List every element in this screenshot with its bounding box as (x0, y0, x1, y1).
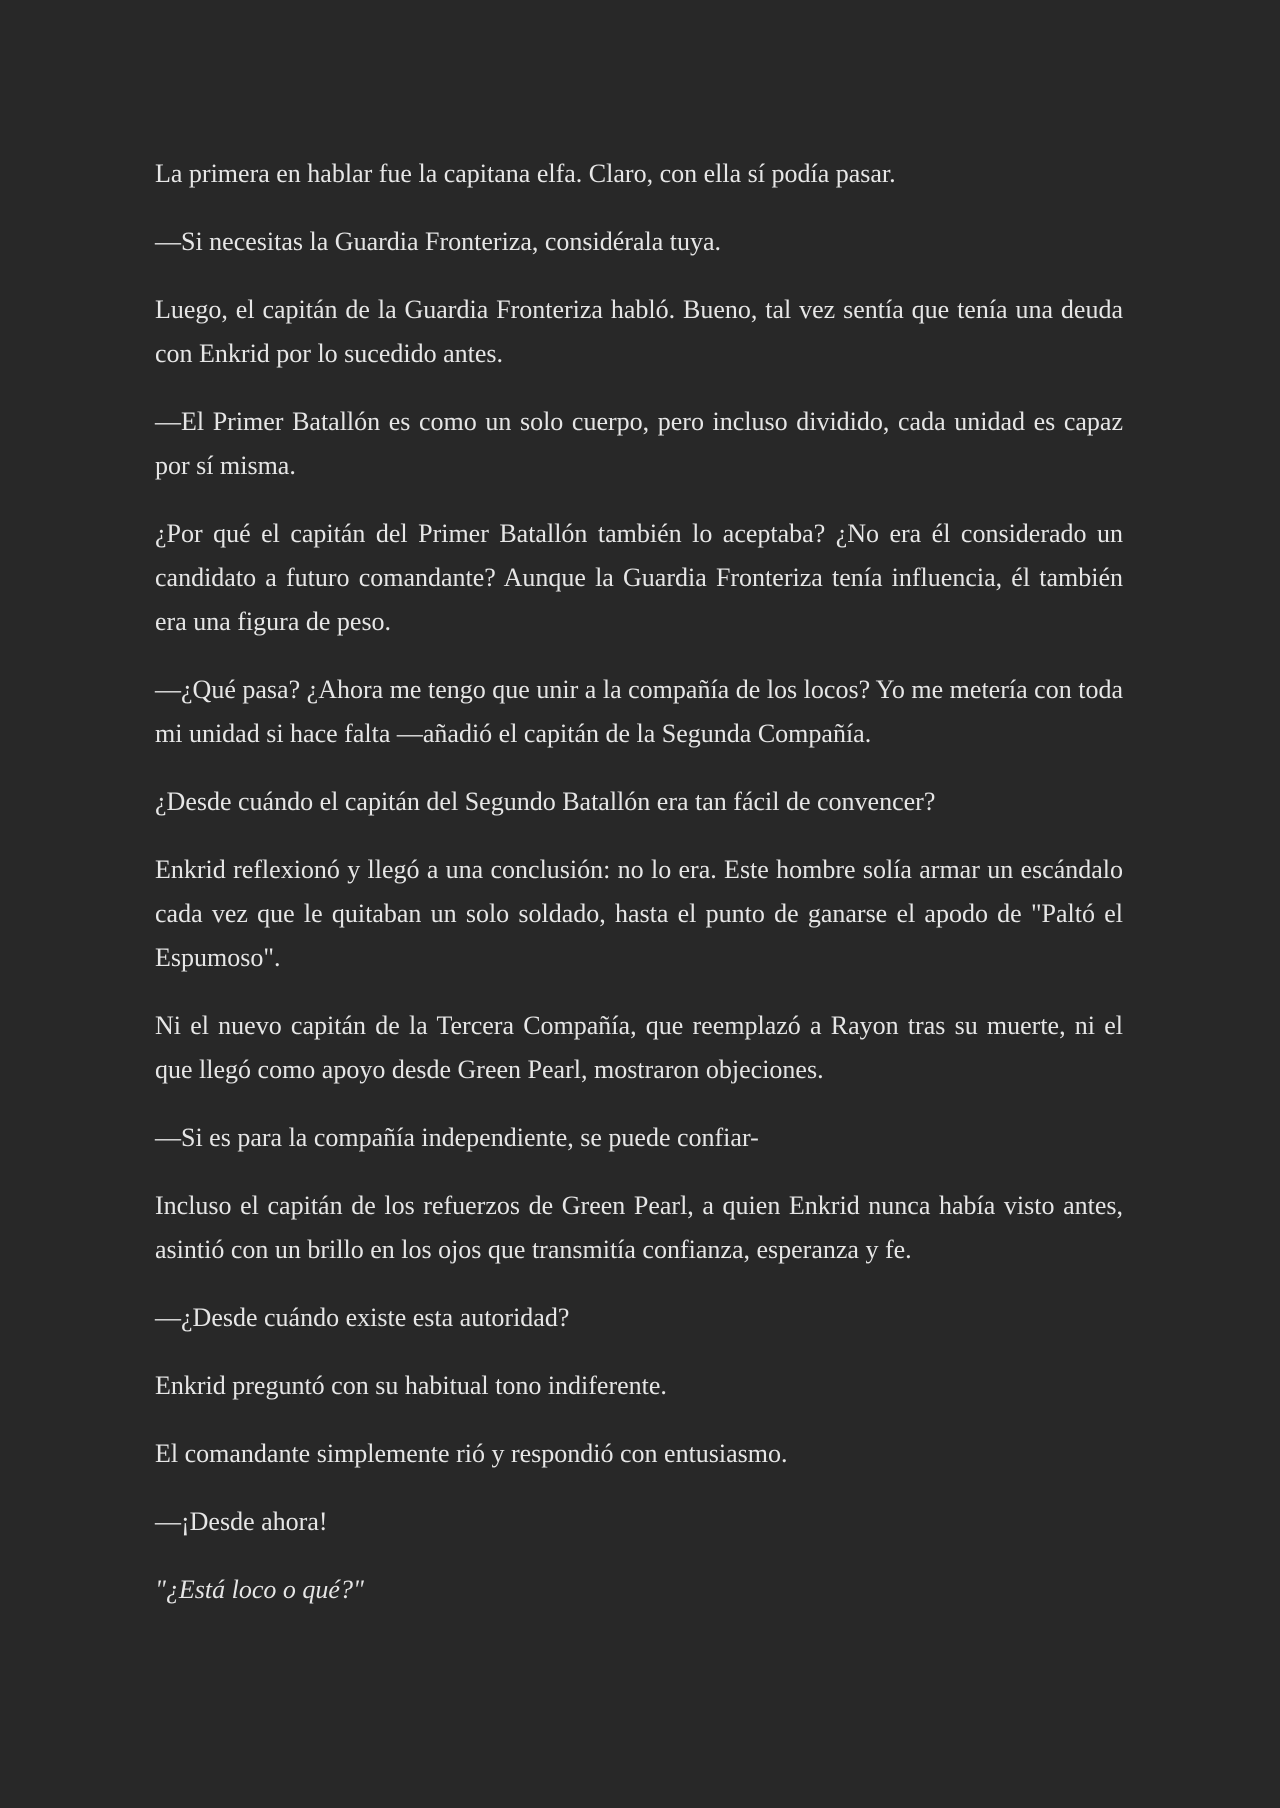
paragraph-11: Incluso el capitán de los refuerzos de Green Pearl, a quien Enkrid nunca había visto antes, asintió con un brillo en los ojos que transmitía confianza, esperanza y fe. (155, 1191, 1123, 1264)
paragraph-9: Ni el nuevo capitán de la Tercera Compañía, que reemplazó a Rayon tras su muerte, ni el que llegó como apoyo desde Green Pearl, mostraron objeciones. (155, 1011, 1123, 1084)
paragraph-5: ¿Por qué el capitán del Primer Batallón también lo aceptaba? ¿No era él considerado un candidato a futuro comandante? Aunque la Guardia Fronteriza tenía influencia, él también era una figura de peso. (155, 519, 1123, 636)
reader-content (155, 152, 1123, 1636)
paragraph-12: —¿Desde cuándo existe esta autoridad? (155, 1303, 570, 1332)
paragraph-4: —El Primer Batallón es como un solo cuerpo, pero incluso dividido, cada unidad es capaz por sí misma. (155, 407, 1123, 480)
paragraph-1: La primera en hablar fue la capitana elfa. Claro, con ella sí podía pasar. (155, 159, 896, 188)
paragraph-7: ¿Desde cuándo el capitán del Segundo Batallón era tan fácil de convencer? (155, 787, 936, 816)
paragraph-14: El comandante simplemente rió y respondió con entusiasmo. (155, 1439, 788, 1468)
paragraph-8: Enkrid reflexionó y llegó a una conclusión: no lo era. Este hombre solía armar un escándalo cada vez que le quitaban un solo soldado, hasta el punto de ganarse el apodo de "Paltó el Espumoso". (155, 855, 1123, 972)
paragraph-2: —Si necesitas la Guardia Fronteriza, considérala tuya. (155, 227, 722, 256)
paragraph-3: Luego, el capitán de la Guardia Fronteriza habló. Bueno, tal vez sentía que tenía una deuda con Enkrid por lo sucedido antes. (155, 295, 1123, 368)
paragraph-15: —¡Desde ahora! (155, 1507, 328, 1536)
paragraph-16-thought: "¿Está loco o qué?" (155, 1575, 364, 1604)
paragraph-6: —¿Qué pasa? ¿Ahora me tengo que unir a la compañía de los locos? Yo me metería con toda mi unidad si hace falta —añadió el capitán de la Segunda Compañía. (155, 675, 1123, 748)
paragraph-13: Enkrid preguntó con su habitual tono indiferente. (155, 1371, 667, 1400)
paragraph-10: —Si es para la compañía independiente, se puede confiar- (155, 1123, 759, 1152)
